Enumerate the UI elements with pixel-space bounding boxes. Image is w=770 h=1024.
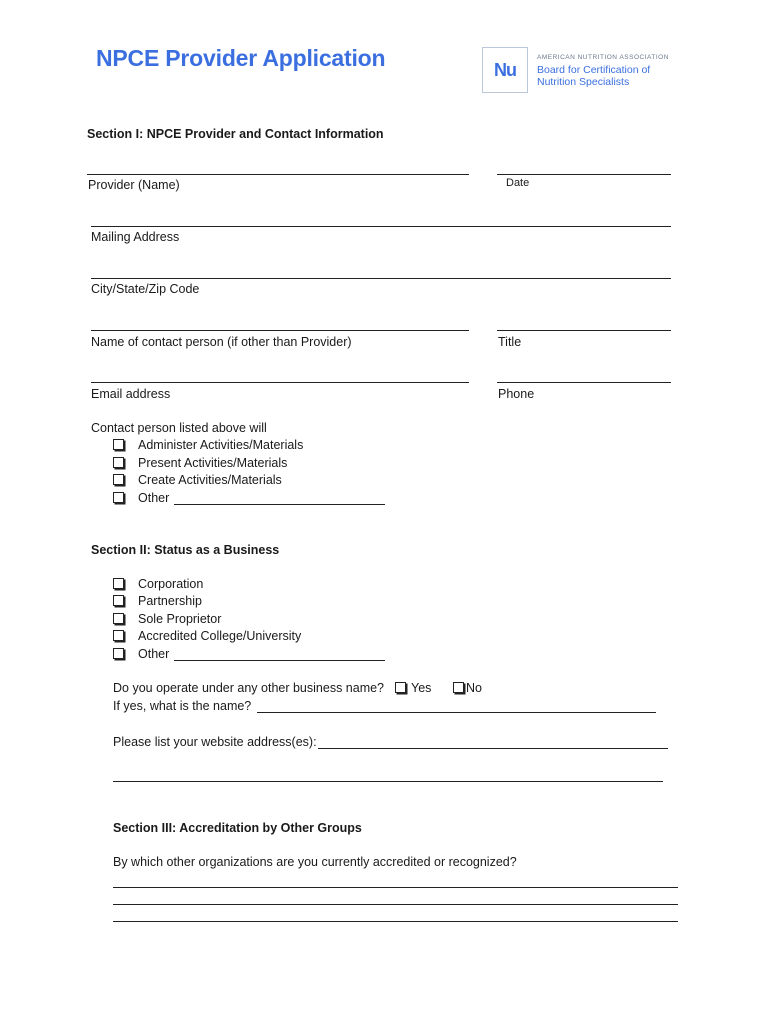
title-field[interactable] [497, 330, 671, 331]
checkbox-icon[interactable] [113, 474, 124, 485]
checkbox-icon[interactable] [113, 613, 124, 624]
no-label: No [466, 681, 482, 695]
option-label: Other [138, 491, 170, 505]
contact-other-field[interactable] [174, 504, 385, 505]
provider-name-field[interactable] [87, 174, 469, 175]
phone-field[interactable] [497, 382, 671, 383]
option-label: Accredited College/University [138, 629, 302, 643]
mailing-address-label: Mailing Address [91, 230, 180, 244]
contact-person-field[interactable] [91, 330, 469, 331]
section2-heading: Section II: Status as a Business [91, 543, 280, 557]
city-state-zip-label: City/State/Zip Code [91, 282, 200, 296]
date-label: Date [506, 177, 530, 189]
logo-org-line1: Board for Certification of [537, 64, 651, 76]
contact-person-label: Name of contact person (if other than Provider) [91, 335, 352, 349]
other-business-name-field[interactable] [257, 712, 656, 713]
option-create[interactable] [113, 473, 282, 487]
option-other[interactable] [113, 491, 169, 505]
website-label: Please list your website address(es): [113, 735, 317, 749]
section1-heading: Section I: NPCE Provider and Contact Information [87, 127, 384, 141]
mailing-address-field[interactable] [91, 226, 671, 227]
city-state-zip-field[interactable] [91, 278, 671, 279]
checkbox-icon[interactable] [113, 457, 124, 468]
checkbox-icon[interactable] [113, 648, 124, 659]
if-yes-label: If yes, what is the name? [113, 699, 252, 713]
logo-mark-text: Nu [494, 59, 516, 80]
option-label: Sole Proprietor [138, 612, 222, 626]
logo-org-top: AMERICAN NUTRITION ASSOCIATION [537, 54, 669, 61]
checkbox-icon[interactable] [113, 439, 124, 450]
email-field[interactable] [91, 382, 469, 383]
website-field[interactable] [318, 748, 668, 749]
business-other-field[interactable] [174, 660, 385, 661]
accreditation-field-1[interactable] [113, 887, 678, 888]
accreditation-field-3[interactable] [113, 921, 678, 922]
option-sole-proprietor[interactable] [113, 612, 221, 626]
other-business-name-question: Do you operate under any other business name? [113, 681, 385, 695]
option-corporation[interactable] [113, 577, 203, 591]
checkbox-icon[interactable] [453, 682, 464, 693]
logo-org-line2: Nutrition Specialists [537, 76, 630, 88]
option-present[interactable] [113, 456, 287, 470]
website-field-2[interactable] [113, 781, 663, 782]
no-option[interactable] [453, 681, 482, 695]
page-title: NPCE Provider Application [96, 45, 386, 71]
option-label: Other [138, 647, 170, 661]
email-label: Email address [91, 387, 171, 401]
yes-option[interactable] [395, 681, 431, 695]
accreditation-field-2[interactable] [113, 904, 678, 905]
date-field[interactable] [497, 174, 671, 175]
option-label: Partnership [138, 594, 202, 608]
provider-name-label: Provider (Name) [88, 178, 180, 192]
option-label: Corporation [138, 577, 204, 591]
option-administer[interactable] [113, 438, 303, 452]
section3-heading: Section III: Accreditation by Other Groups [113, 821, 362, 835]
option-label: Create Activities/Materials [138, 473, 282, 487]
checkbox-icon[interactable] [113, 595, 124, 606]
accreditation-question: By which other organizations are you currently accredited or recognized? [113, 855, 517, 869]
option-partnership[interactable] [113, 594, 202, 608]
checkbox-icon[interactable] [113, 492, 124, 503]
logo-icon [482, 47, 528, 93]
option-label: Administer Activities/Materials [138, 438, 304, 452]
phone-label: Phone [498, 387, 535, 401]
checkbox-icon[interactable] [395, 682, 406, 693]
checkbox-icon[interactable] [113, 578, 124, 589]
checkbox-icon[interactable] [113, 630, 124, 641]
contact-will-label: Contact person listed above will [91, 421, 267, 435]
option-business-other[interactable] [113, 647, 169, 661]
option-label: Present Activities/Materials [138, 456, 288, 470]
title-label: Title [498, 335, 522, 349]
yes-label: Yes [411, 681, 432, 695]
option-accredited-college[interactable] [113, 629, 301, 643]
